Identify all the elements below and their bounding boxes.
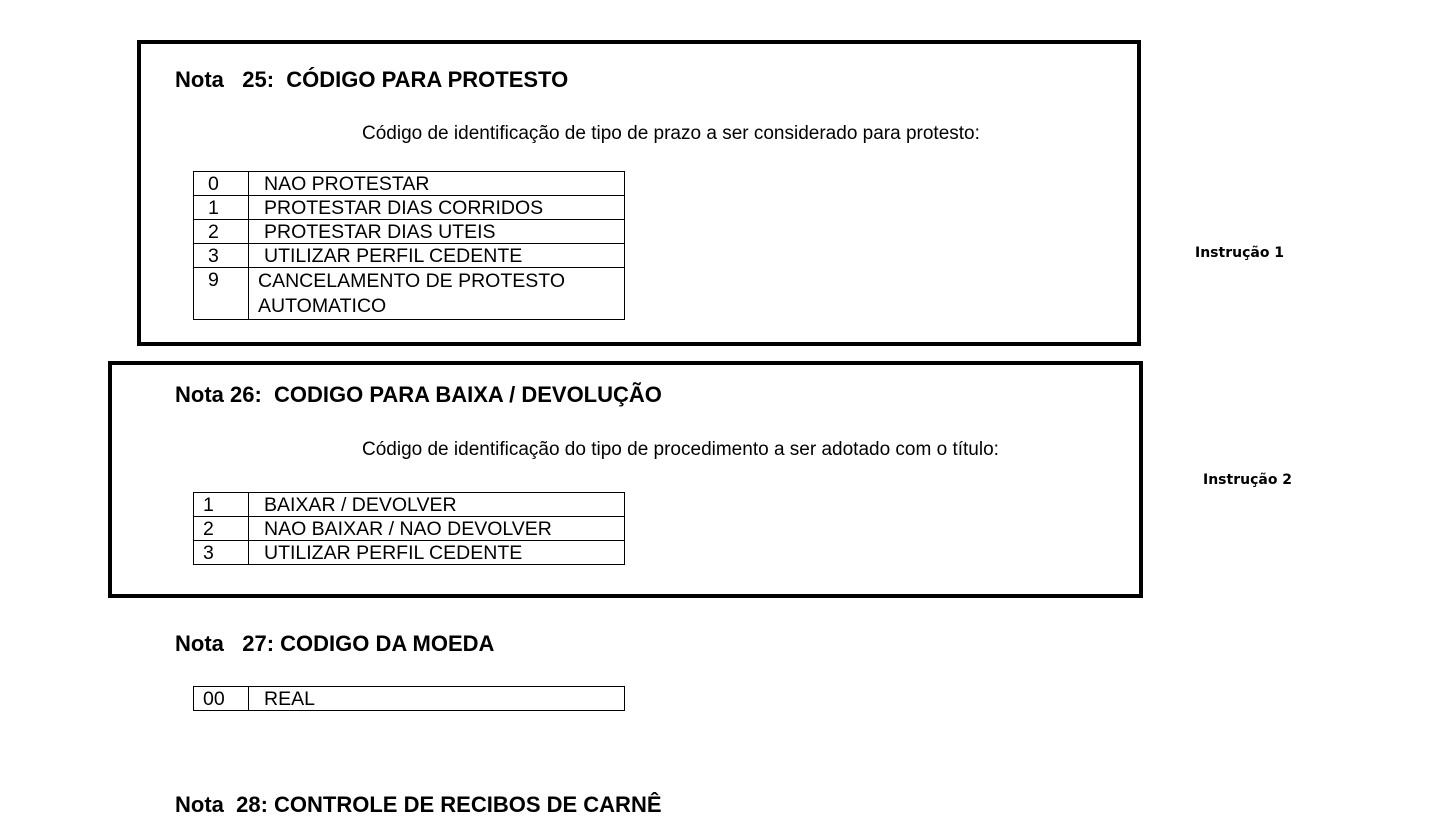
note-25-title [175, 69, 568, 91]
code-cell: 9 [194, 268, 249, 320]
label-cell: CANCELAMENTO DE PROTESTO AUTOMATICO [249, 268, 625, 320]
instruction-1-label: Instrução 1 [1195, 245, 1285, 261]
code-cell: 2 [194, 517, 249, 541]
table-row [194, 687, 625, 711]
note-28-title [175, 794, 662, 816]
table-row [194, 268, 625, 320]
table-row [194, 172, 625, 196]
note-28-heading: CONTROLE DE RECIBOS DE CARNÊ [274, 792, 662, 817]
table-row [194, 541, 625, 565]
code-cell: 2 [194, 220, 249, 244]
label-cell: NAO BAIXAR / NAO DEVOLVER [249, 517, 625, 541]
table-row [194, 196, 625, 220]
note-27-title [175, 633, 494, 655]
note-27-heading: CODIGO DA MOEDA [280, 631, 495, 656]
label-cell: UTILIZAR PERFIL CEDENTE [249, 541, 625, 565]
label-cell: PROTESTAR DIAS CORRIDOS [249, 196, 625, 220]
code-cell: 1 [194, 196, 249, 220]
code-cell: 1 [194, 493, 249, 517]
label-cell: NAO PROTESTAR [249, 172, 625, 196]
note-26-heading: CODIGO PARA BAIXA / DEVOLUÇÃO [274, 382, 662, 407]
note-25-heading: CÓDIGO PARA PROTESTO [286, 67, 569, 92]
label-cell: REAL [249, 687, 625, 711]
note-27-code-table [193, 686, 625, 711]
note-25-code-table [193, 171, 625, 320]
label-cell: PROTESTAR DIAS UTEIS [249, 220, 625, 244]
label-cell: UTILIZAR PERFIL CEDENTE [249, 244, 625, 268]
code-cell: 3 [194, 541, 249, 565]
table-row [194, 517, 625, 541]
note-26-description: Código de identificação do tipo de procedimento a ser adotado com o título: [362, 439, 999, 460]
code-cell: 00 [194, 687, 249, 711]
note-26-prefix: Nota 26: [175, 382, 275, 407]
table-row [194, 220, 625, 244]
instruction-2-label: Instrução 2 [1203, 472, 1293, 488]
note-28-prefix: Nota 28: [175, 792, 275, 817]
label-cell: BAIXAR / DEVOLVER [249, 493, 625, 517]
note-27-prefix: Nota 27: [175, 631, 281, 656]
code-cell: 3 [194, 244, 249, 268]
table-row [194, 493, 625, 517]
note-26-title [175, 384, 662, 406]
note-25-description: Código de identificação de tipo de prazo a ser considerado para protesto: [362, 123, 980, 144]
note-25-prefix: Nota 25: [175, 67, 287, 92]
table-row [194, 244, 625, 268]
note-26-code-table [193, 492, 625, 565]
code-cell: 0 [194, 172, 249, 196]
